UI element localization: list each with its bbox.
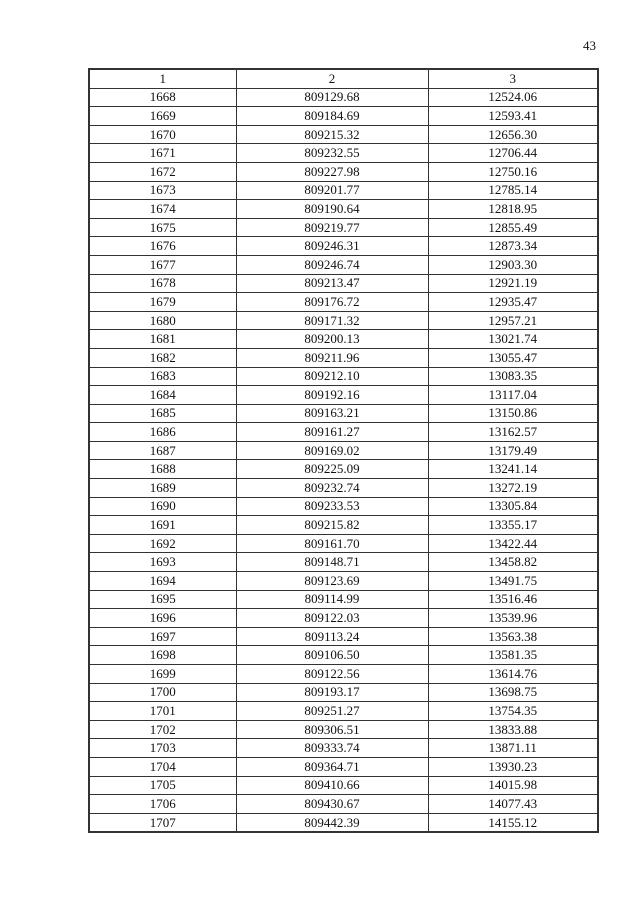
point-number-cell: 1675: [89, 218, 236, 237]
table-row: [89, 274, 598, 293]
table-row: [89, 627, 598, 646]
y-coordinate-cell: 12921.19: [428, 274, 598, 293]
x-coordinate-cell: 809430.67: [236, 795, 428, 814]
table-row: [89, 479, 598, 498]
table-row: [89, 665, 598, 684]
x-coordinate-cell: 809232.55: [236, 144, 428, 163]
x-coordinate-cell: 809201.77: [236, 181, 428, 200]
x-coordinate-cell: 809225.09: [236, 460, 428, 479]
table-row: [89, 348, 598, 367]
x-coordinate-cell: 809113.24: [236, 627, 428, 646]
x-coordinate-cell: 809122.56: [236, 665, 428, 684]
y-coordinate-cell: 13539.96: [428, 609, 598, 628]
point-number-cell: 1686: [89, 423, 236, 442]
table-row: [89, 293, 598, 312]
y-coordinate-cell: 13754.35: [428, 702, 598, 721]
x-coordinate-cell: 809246.31: [236, 237, 428, 256]
y-coordinate-cell: 12818.95: [428, 200, 598, 219]
x-coordinate-cell: 809190.64: [236, 200, 428, 219]
x-coordinate-cell: 809161.27: [236, 423, 428, 442]
point-number-cell: 1682: [89, 348, 236, 367]
x-coordinate-cell: 809148.71: [236, 553, 428, 572]
y-coordinate-cell: 13179.49: [428, 441, 598, 460]
point-number-cell: 1696: [89, 609, 236, 628]
point-number-cell: 1690: [89, 497, 236, 516]
x-coordinate-cell: 809163.21: [236, 404, 428, 423]
table-row: [89, 441, 598, 460]
y-coordinate-cell: 13491.75: [428, 572, 598, 591]
x-coordinate-cell: 809211.96: [236, 348, 428, 367]
table-row: [89, 237, 598, 256]
table-row: [89, 497, 598, 516]
point-number-cell: 1705: [89, 776, 236, 795]
point-number-cell: 1683: [89, 367, 236, 386]
x-coordinate-cell: 809306.51: [236, 720, 428, 739]
y-coordinate-cell: 12593.41: [428, 107, 598, 126]
point-number-cell: 1668: [89, 88, 236, 107]
column-header-1: 1: [89, 69, 236, 88]
x-coordinate-cell: 809184.69: [236, 107, 428, 126]
x-coordinate-cell: 809213.47: [236, 274, 428, 293]
table-row: [89, 553, 598, 572]
point-number-cell: 1698: [89, 646, 236, 665]
x-coordinate-cell: 809410.66: [236, 776, 428, 795]
table-row: [89, 720, 598, 739]
point-number-cell: 1692: [89, 534, 236, 553]
point-number-cell: 1687: [89, 441, 236, 460]
point-number-cell: 1689: [89, 479, 236, 498]
y-coordinate-cell: 13305.84: [428, 497, 598, 516]
y-coordinate-cell: 13871.11: [428, 739, 598, 758]
table-row: [89, 162, 598, 181]
y-coordinate-cell: 13272.19: [428, 479, 598, 498]
table-row: [89, 255, 598, 274]
point-number-cell: 1672: [89, 162, 236, 181]
point-number-cell: 1681: [89, 330, 236, 349]
y-coordinate-cell: 12957.21: [428, 311, 598, 330]
x-coordinate-cell: 809169.02: [236, 441, 428, 460]
coordinates-table: [88, 68, 599, 833]
x-coordinate-cell: 809219.77: [236, 218, 428, 237]
table-row: [89, 125, 598, 144]
point-number-cell: 1707: [89, 813, 236, 832]
y-coordinate-cell: 13021.74: [428, 330, 598, 349]
y-coordinate-cell: 13083.35: [428, 367, 598, 386]
y-coordinate-cell: 12855.49: [428, 218, 598, 237]
x-coordinate-cell: 809333.74: [236, 739, 428, 758]
table-row: [89, 460, 598, 479]
table-row: [89, 516, 598, 535]
table-row: [89, 88, 598, 107]
x-coordinate-cell: 809200.13: [236, 330, 428, 349]
x-coordinate-cell: 809364.71: [236, 757, 428, 776]
x-coordinate-cell: 809193.17: [236, 683, 428, 702]
y-coordinate-cell: 12656.30: [428, 125, 598, 144]
x-coordinate-cell: 809212.10: [236, 367, 428, 386]
y-coordinate-cell: 13930.23: [428, 757, 598, 776]
point-number-cell: 1685: [89, 404, 236, 423]
table-row: [89, 107, 598, 126]
point-number-cell: 1699: [89, 665, 236, 684]
y-coordinate-cell: 14015.98: [428, 776, 598, 795]
x-coordinate-cell: 809227.98: [236, 162, 428, 181]
point-number-cell: 1706: [89, 795, 236, 814]
table-row: [89, 702, 598, 721]
y-coordinate-cell: 13563.38: [428, 627, 598, 646]
x-coordinate-cell: 809114.99: [236, 590, 428, 609]
point-number-cell: 1670: [89, 125, 236, 144]
table-row: [89, 572, 598, 591]
x-coordinate-cell: 809122.03: [236, 609, 428, 628]
table-row: [89, 218, 598, 237]
point-number-cell: 1702: [89, 720, 236, 739]
table-row: [89, 757, 598, 776]
table-row: [89, 683, 598, 702]
table-row: [89, 367, 598, 386]
point-number-cell: 1700: [89, 683, 236, 702]
table-row: [89, 311, 598, 330]
y-coordinate-cell: 12706.44: [428, 144, 598, 163]
x-coordinate-cell: 809106.50: [236, 646, 428, 665]
table-row: [89, 795, 598, 814]
point-number-cell: 1674: [89, 200, 236, 219]
point-number-cell: 1678: [89, 274, 236, 293]
y-coordinate-cell: 13833.88: [428, 720, 598, 739]
point-number-cell: 1673: [89, 181, 236, 200]
y-coordinate-cell: 13241.14: [428, 460, 598, 479]
x-coordinate-cell: 809161.70: [236, 534, 428, 553]
y-coordinate-cell: 13150.86: [428, 404, 598, 423]
y-coordinate-cell: 13614.76: [428, 665, 598, 684]
table-row: [89, 609, 598, 628]
column-header-3: 3: [428, 69, 598, 88]
y-coordinate-cell: 13516.46: [428, 590, 598, 609]
y-coordinate-cell: 12873.34: [428, 237, 598, 256]
x-coordinate-cell: 809442.39: [236, 813, 428, 832]
point-number-cell: 1693: [89, 553, 236, 572]
table-row: [89, 646, 598, 665]
point-number-cell: 1701: [89, 702, 236, 721]
point-number-cell: 1703: [89, 739, 236, 758]
table-row: [89, 330, 598, 349]
point-number-cell: 1669: [89, 107, 236, 126]
table-row: [89, 534, 598, 553]
point-number-cell: 1680: [89, 311, 236, 330]
x-coordinate-cell: 809123.69: [236, 572, 428, 591]
point-number-cell: 1688: [89, 460, 236, 479]
y-coordinate-cell: 13055.47: [428, 348, 598, 367]
x-coordinate-cell: 809251.27: [236, 702, 428, 721]
y-coordinate-cell: 12524.06: [428, 88, 598, 107]
point-number-cell: 1679: [89, 293, 236, 312]
table-header-row: [89, 69, 598, 88]
x-coordinate-cell: 809215.32: [236, 125, 428, 144]
table-row: [89, 181, 598, 200]
page-number: 43: [583, 38, 596, 53]
y-coordinate-cell: 13581.35: [428, 646, 598, 665]
x-coordinate-cell: 809129.68: [236, 88, 428, 107]
table-row: [89, 590, 598, 609]
y-coordinate-cell: 14077.43: [428, 795, 598, 814]
table-row: [89, 386, 598, 405]
point-number-cell: 1677: [89, 255, 236, 274]
x-coordinate-cell: 809246.74: [236, 255, 428, 274]
point-number-cell: 1691: [89, 516, 236, 535]
table-row: [89, 200, 598, 219]
table-row: [89, 776, 598, 795]
x-coordinate-cell: 809233.53: [236, 497, 428, 516]
table-row: [89, 739, 598, 758]
point-number-cell: 1684: [89, 386, 236, 405]
table-body: [89, 88, 598, 832]
y-coordinate-cell: 12750.16: [428, 162, 598, 181]
x-coordinate-cell: 809176.72: [236, 293, 428, 312]
point-number-cell: 1697: [89, 627, 236, 646]
y-coordinate-cell: 13422.44: [428, 534, 598, 553]
table-row: [89, 813, 598, 832]
y-coordinate-cell: 12935.47: [428, 293, 598, 312]
column-header-2: 2: [236, 69, 428, 88]
y-coordinate-cell: 12785.14: [428, 181, 598, 200]
y-coordinate-cell: 13117.04: [428, 386, 598, 405]
point-number-cell: 1694: [89, 572, 236, 591]
table-row: [89, 404, 598, 423]
x-coordinate-cell: 809192.16: [236, 386, 428, 405]
point-number-cell: 1671: [89, 144, 236, 163]
y-coordinate-cell: 13162.57: [428, 423, 598, 442]
point-number-cell: 1676: [89, 237, 236, 256]
point-number-cell: 1695: [89, 590, 236, 609]
y-coordinate-cell: 14155.12: [428, 813, 598, 832]
y-coordinate-cell: 12903.30: [428, 255, 598, 274]
x-coordinate-cell: 809215.82: [236, 516, 428, 535]
point-number-cell: 1704: [89, 757, 236, 776]
y-coordinate-cell: 13355.17: [428, 516, 598, 535]
x-coordinate-cell: 809232.74: [236, 479, 428, 498]
table-row: [89, 423, 598, 442]
y-coordinate-cell: 13698.75: [428, 683, 598, 702]
x-coordinate-cell: 809171.32: [236, 311, 428, 330]
y-coordinate-cell: 13458.82: [428, 553, 598, 572]
table-row: [89, 144, 598, 163]
